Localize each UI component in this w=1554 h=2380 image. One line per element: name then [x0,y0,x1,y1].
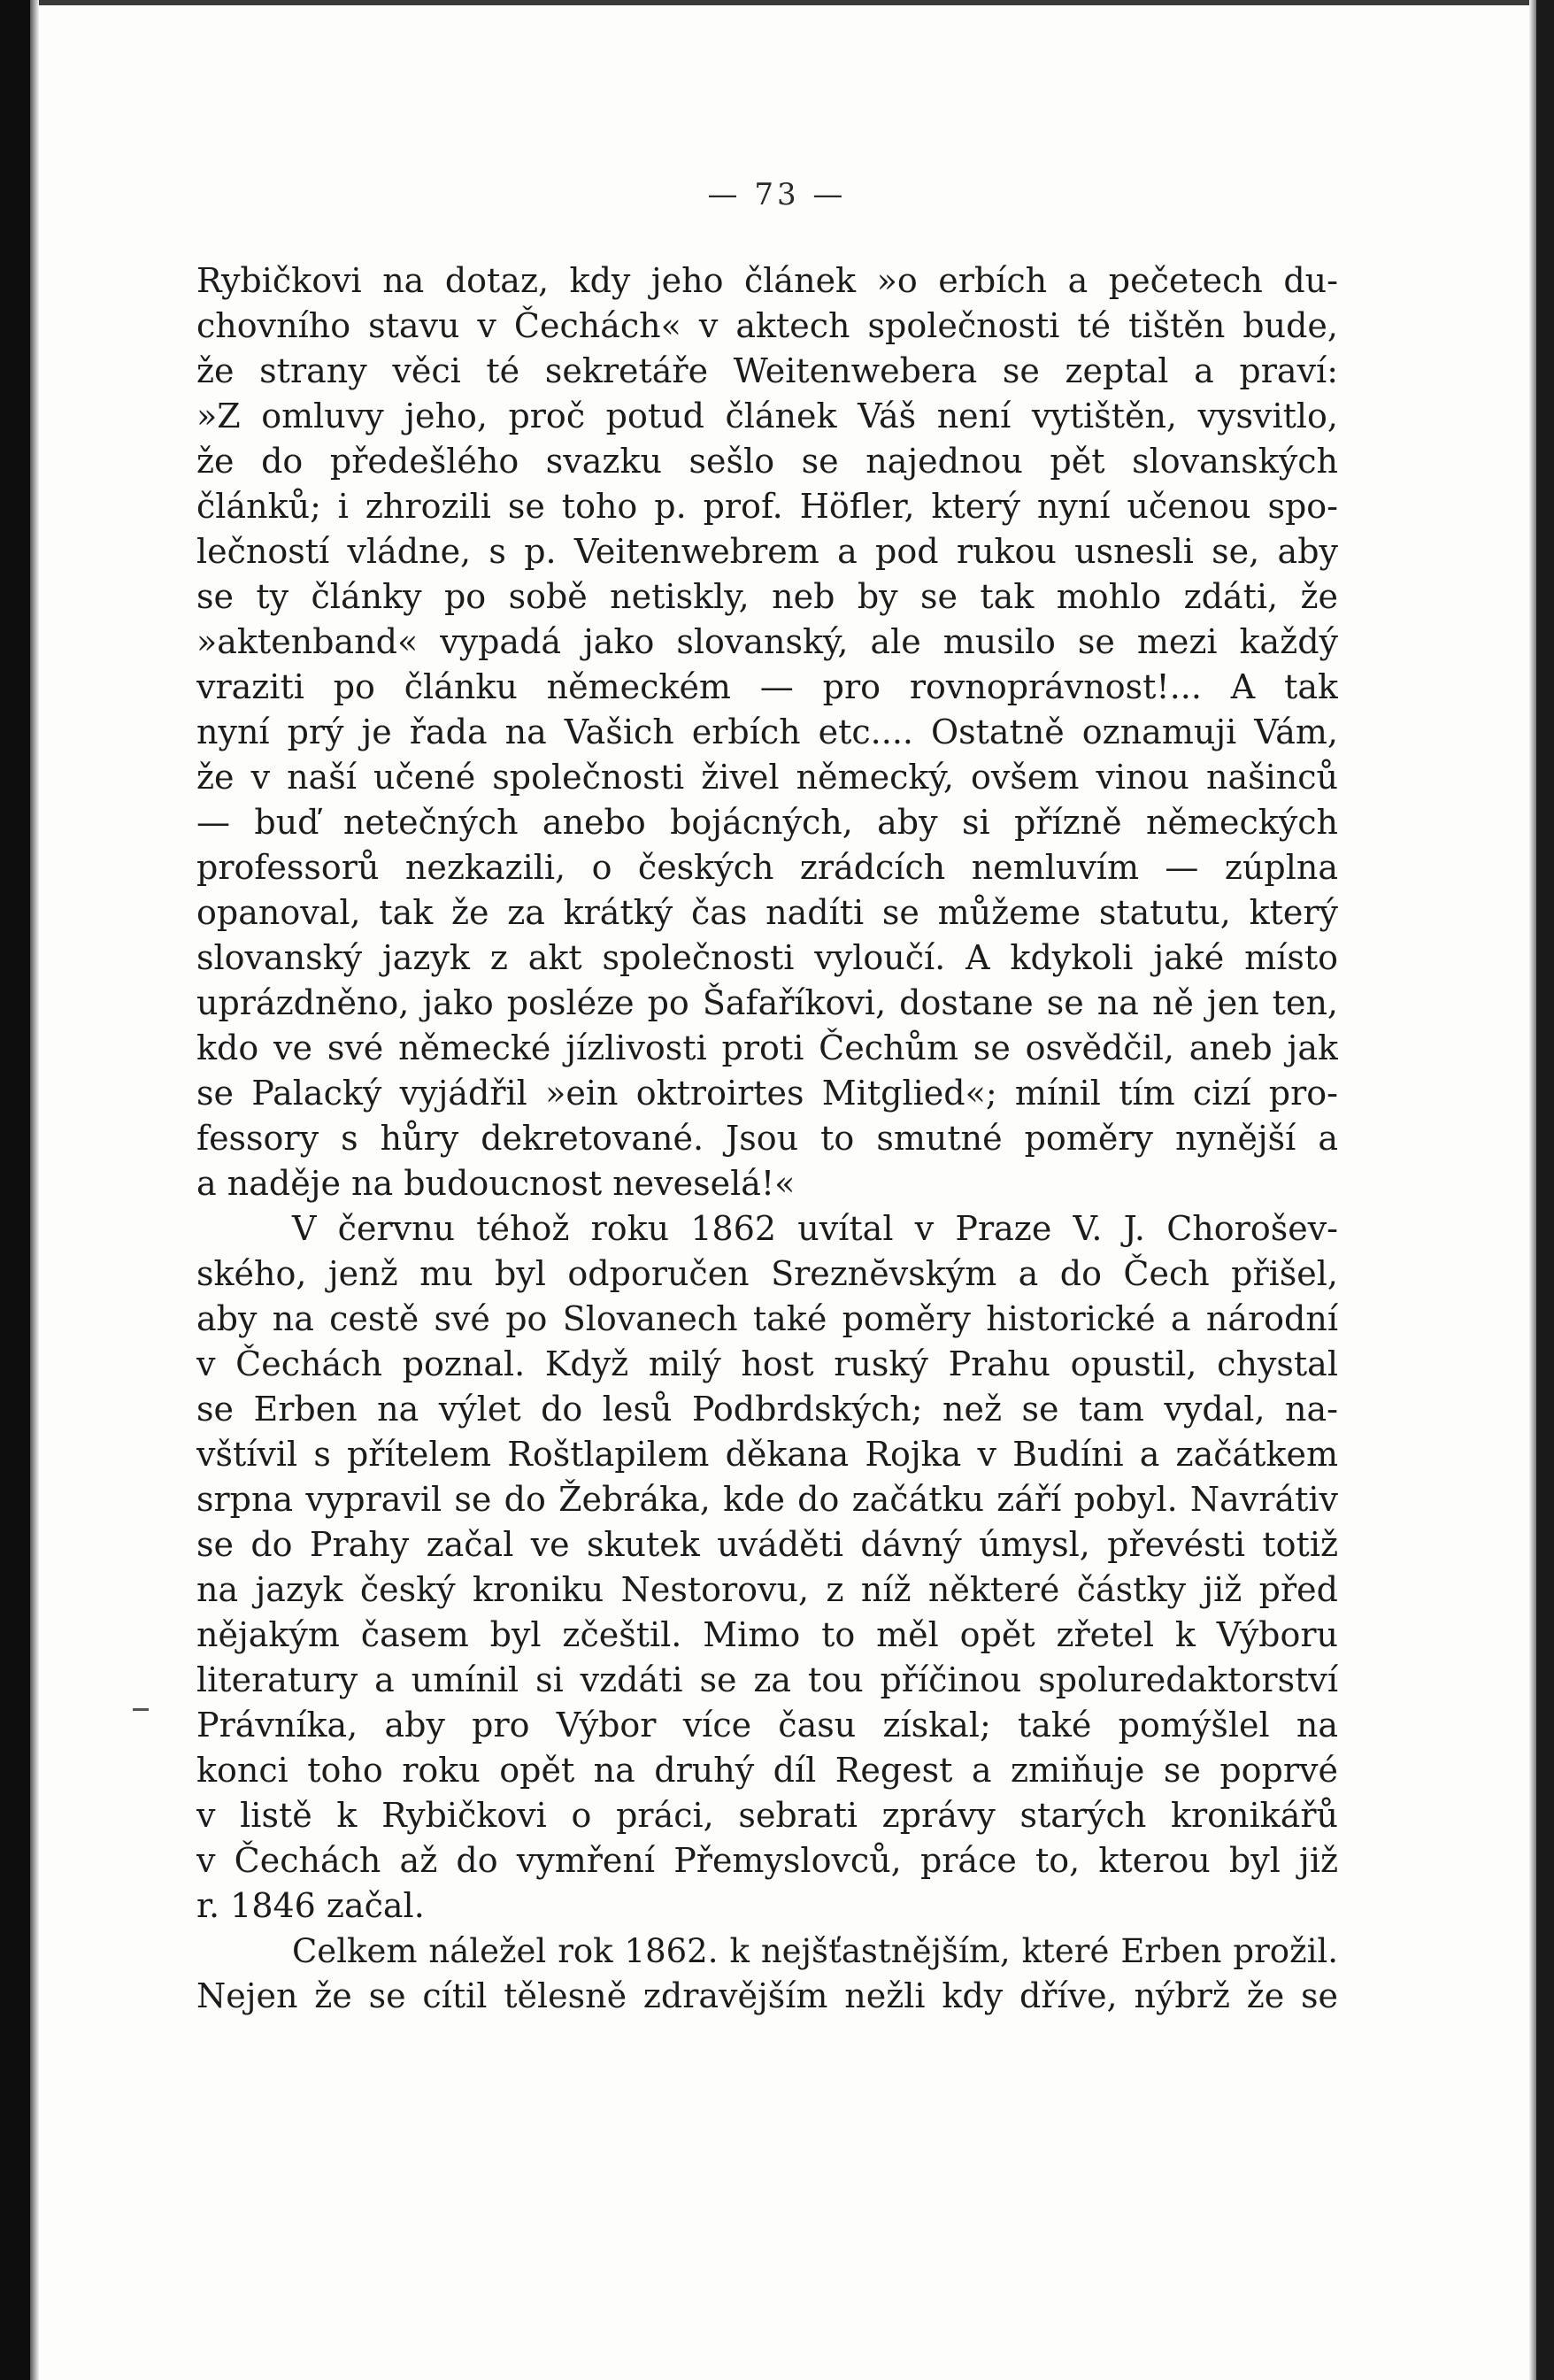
text-line: aby na cestě své po Slovanech také poměry historické a národní [196,1299,1338,1338]
text-line: opanoval, tak že za krátký čas nadíti se můžeme statutu, který [196,893,1338,932]
text-line: se Palacký vyjádřil »ein oktroirtes Mitglied«; mínil tím cizí pro- [196,1074,1338,1113]
text-line: srpna vypravil se do Žebráka, kde do začátku září pobyl. Navrátiv [196,1480,1338,1519]
text-line: v Čechách poznal. Když milý host ruský Prahu opustil, chystal [196,1344,1338,1383]
text-line-paragraph-end: r. 1846 začal. [196,1886,425,1925]
text-line: Právníka, aby pro Výbor více času získal; také pomýšlel na [196,1706,1338,1745]
text-line: Nejen že se cítil tělesně zdravějším nežli kdy dříve, nýbrž že se [196,1976,1338,2015]
text-line: Rybičkovi na dotaz, kdy jeho článek »o erbích a pečetech du- [196,261,1338,300]
scan-left-binding-edge [0,0,30,2380]
text-line: na jazyk český kroniku Nestorovu, z níž některé částky již před [196,1570,1338,1609]
text-line: »Z omluvy jeho, proč potud článek Váš není vytištěn, vysvitlo, [196,397,1338,435]
text-line: lečností vládne, s p. Veitenwebrem a pod rukou usnesli se, aby [196,532,1338,571]
scan-right-edge [1536,0,1554,2380]
margin-dash-mark [133,1708,149,1711]
text-line: uprázdněno, jako posléze po Šafaříkovi, dostane se na ně jen ten, [196,983,1338,1022]
text-line: v Čechách až do vymření Přemyslovců, práce to, kterou byl již [196,1841,1338,1880]
scan-top-edge [0,0,1554,5]
text-line: že strany věci té sekretáře Weitenwebera se zeptal a praví: [196,351,1338,390]
text-line: professorů nezkazili, o českých zrádcích nemluvím — zúplna [196,848,1338,887]
text-line: konci toho roku opět na druhý díl Regest a zmiňuje se poprvé [196,1751,1338,1790]
text-line-paragraph-end: a naděje na budoucnost neveselá!« [196,1164,796,1203]
text-line: se Erben na výlet do lesů Podbrdských; než se tam vydal, na- [196,1390,1338,1429]
text-line: slovanský jazyk z akt společnosti vyloučí. A kdykoli jaké místo [196,938,1338,977]
text-line: že do předešlého svazku sešlo se najednou pět slovanských [196,442,1338,481]
text-line: »aktenband« vypadá jako slovanský, ale musilo se mezi každý [196,622,1338,661]
text-line-paragraph-start: V červnu téhož roku 1862 uvítal v Praze V. J. Chorošev- [292,1209,1338,1248]
text-line: — buď netečných anebo bojácných, aby si přízně německých [196,803,1338,842]
text-line-paragraph-start: Celkem náležel rok 1862. k nejšťastnějším, které Erben prožil. [292,1932,1338,1970]
text-line: nějakým časem byl zčeštil. Mimo to měl opět zřetel k Výboru [196,1615,1338,1654]
text-line: článků; i zhrozili se toho p. prof. Höfler, který nyní učenou spo- [196,487,1338,526]
text-line: vštívil s přítelem Roštlapilem děkana Rojka v Budíni a začátkem [196,1435,1338,1474]
text-line: kdo ve své německé jízlivosti proti Čechům se osvědčil, aneb jak [196,1028,1338,1067]
text-line: chovního stavu v Čechách« v aktech společnosti té tištěn bude, [196,306,1338,345]
text-line: že v naší učené společnosti živel německý, ovšem vinou našinců [196,758,1338,797]
text-line: literatury a umínil si vzdáti se za tou příčinou spoluredaktorství [196,1660,1338,1699]
text-line: se do Prahy začal ve skutek uváděti dávný úmysl, převésti totiž [196,1525,1338,1564]
text-line: ského, jenž mu byl odporučen Sreznĕvským a do Čech přišel, [196,1254,1338,1293]
body-text [196,258,1338,2019]
text-line: nyní prý je řada na Vašich erbích etc.... Ostatně oznamuji Vám, [196,712,1338,751]
scan-left-shadow [30,0,39,2380]
scan-right-shadow [1529,0,1536,2380]
text-line: fessory s hůry dekretované. Jsou to smutné poměry nynější a [196,1119,1338,1158]
text-line: vraziti po článku německém — pro rovnoprávnost!... A tak [196,667,1338,706]
page-number: — 73 — [707,177,847,212]
text-line: se ty články po sobě netiskly, neb by se tak mohlo zdáti, že [196,577,1338,616]
text-line: v listě k Rybičkovi o práci, sebrati zprávy starých kronikářů [196,1796,1338,1835]
